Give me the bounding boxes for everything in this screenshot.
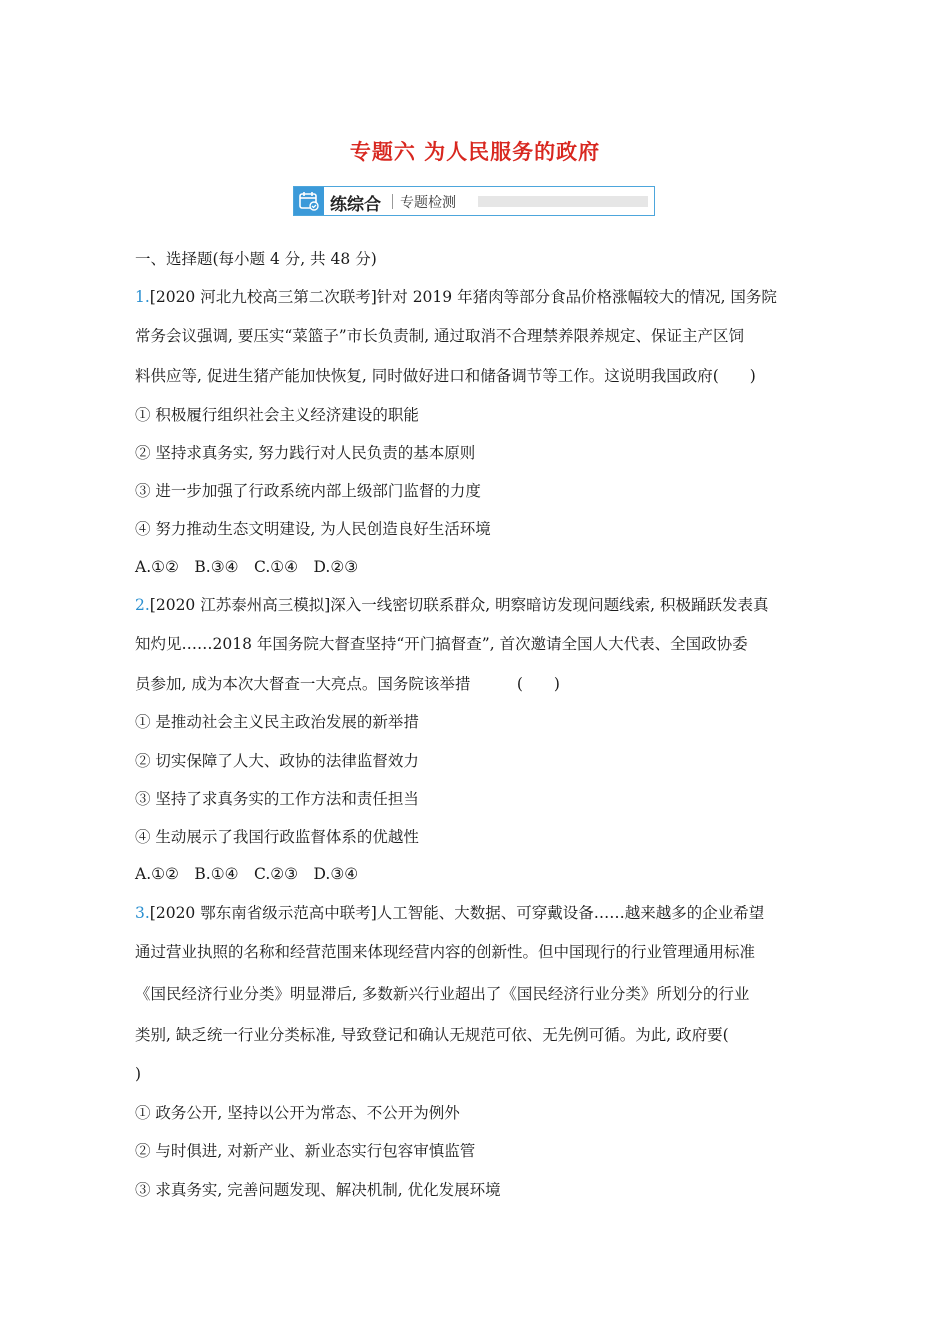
question-2-line-3: 员参加, 成为本次大督查一大亮点。国务院该举措 ( ) <box>135 675 560 693</box>
question-3-line-1: 3.[2020 鄂东南省级示范高中联考]人工智能、大数据、可穿戴设备……越来越多的企业希望 <box>135 904 765 922</box>
question-1-line-1: 1.[2020 河北九校高三第二次联考]针对 2019 年猪肉等部分食品价格涨幅较大的情况, 国务院 <box>135 288 777 306</box>
question-3-option-2: ② 与时俱进, 对新产业、新业态实行包容审慎监管 <box>135 1142 476 1160</box>
question-2-option-3: ③ 坚持了求真务实的工作方法和责任担当 <box>135 790 419 808</box>
section-banner <box>293 186 655 216</box>
question-1-option-2: ② 坚持求真务实, 努力践行对人民负责的基本原则 <box>135 444 476 462</box>
question-2-line-2: 知灼见……2018 年国务院大督查坚持“开门搞督查”, 首次邀请全国人大代表、全国政协委 <box>135 635 748 653</box>
question-3-option-3: ③ 求真务实, 完善问题发现、解决机制, 优化发展环境 <box>135 1181 501 1199</box>
question-number: 1. <box>135 288 150 306</box>
question-3-line-3: 《国民经济行业分类》明显滞后, 多数新兴行业超出了《国民经济行业分类》所划分的行业 <box>135 985 750 1003</box>
question-2-option-4: ④ 生动展示了我国行政监督体系的优越性 <box>135 828 419 846</box>
question-1-choices: A.①② B.③④ C.①④ D.②③ <box>135 558 359 576</box>
banner-decor-bar <box>478 196 648 207</box>
question-1-option-1: ① 积极履行组织社会主义经济建设的职能 <box>135 406 419 424</box>
question-number: 2. <box>135 596 150 614</box>
banner-main-label: 练综合 <box>330 195 381 215</box>
question-3-option-1: ① 政务公开, 坚持以公开为常态、不公开为例外 <box>135 1104 460 1122</box>
question-1-line-3: 料供应等, 促进生猪产能加快恢复, 同时做好进口和储备调节等工作。这说明我国政府( ) <box>135 367 756 385</box>
banner-sub-label: 专题检测 <box>400 195 456 211</box>
question-3-line-2: 通过营业执照的名称和经营范围来体现经营内容的创新性。但中国现行的行业管理通用标准 <box>135 943 756 961</box>
question-1-option-3: ③ 进一步加强了行政系统内部上级部门监督的力度 <box>135 482 481 500</box>
banner-divider <box>392 194 393 209</box>
page-title: 专题六 为人民服务的政府 <box>349 140 601 164</box>
section-heading: 一、选择题(每小题 4 分, 共 48 分) <box>135 250 377 268</box>
question-2-option-2: ② 切实保障了人大、政协的法律监督效力 <box>135 752 419 770</box>
question-3-line-5: ) <box>135 1065 142 1083</box>
question-2-option-1: ① 是推动社会主义民主政治发展的新举措 <box>135 713 419 731</box>
question-1-option-4: ④ 努力推动生态文明建设, 为人民创造良好生活环境 <box>135 520 491 538</box>
calendar-check-icon <box>294 187 324 215</box>
question-2-line-1: 2.[2020 江苏泰州高三模拟]深入一线密切联系群众, 明察暗访发现问题线索, 积极踊跃发表真 <box>135 596 769 614</box>
question-number: 3. <box>135 904 150 922</box>
question-1-line-2: 常务会议强调, 要压实“菜篮子”市长负责制, 通过取消不合理禁养限养规定、保证主产区饲 <box>135 327 745 345</box>
question-3-line-4: 类别, 缺乏统一行业分类标准, 导致登记和确认无规范可依、无先例可循。为此, 政府要( <box>135 1026 729 1044</box>
question-2-choices: A.①② B.①④ C.②③ D.③④ <box>135 865 359 883</box>
